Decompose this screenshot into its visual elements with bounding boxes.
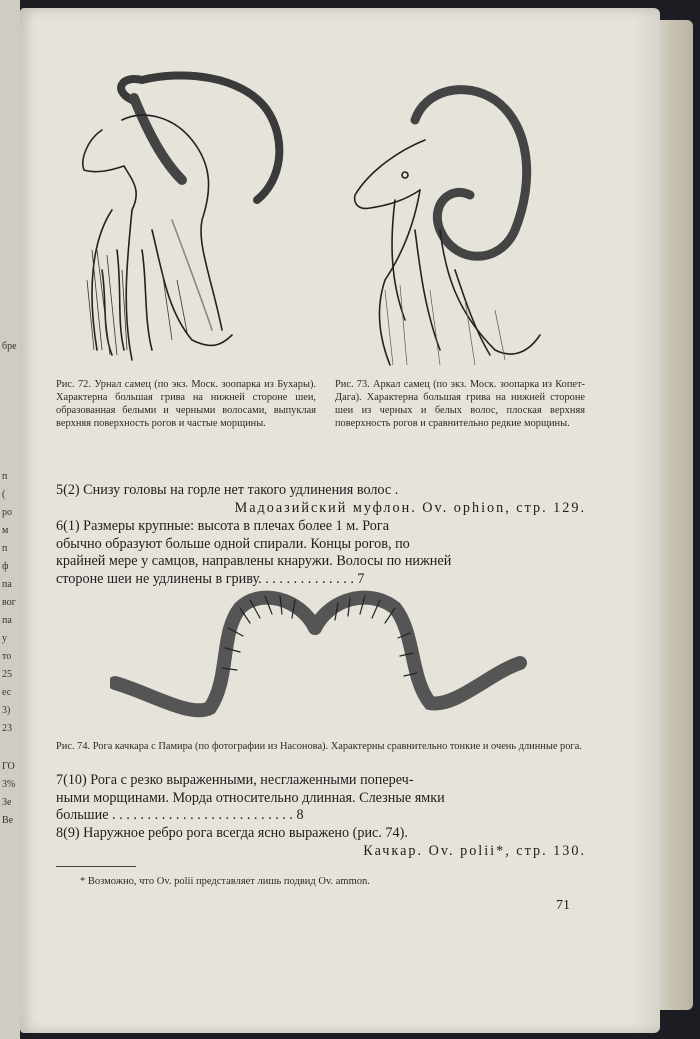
- key-6-line-3: крайней мере у самцов, направлены кнаружи. Волосы по нижней: [56, 553, 452, 569]
- key-8-line-1: 8(9) Наружное ребро рога всегда ясно выражено (рис. 74).: [56, 825, 408, 841]
- left-fragment: вог: [2, 597, 16, 608]
- left-fragment: то: [2, 651, 12, 662]
- left-fragment: ро: [2, 507, 12, 518]
- left-fragment: м: [2, 525, 9, 536]
- key-7-line-1: 7(10) Рога с резко выраженными, несглаженными попереч-: [56, 772, 414, 788]
- left-fragment: у: [2, 633, 7, 644]
- key-6-line-2: обычно образуют больше одной спирали. Концы рогов, по: [56, 535, 410, 552]
- left-fragment: 3): [2, 705, 11, 716]
- left-fragment: ГО: [2, 761, 15, 772]
- figure-72-caption: Рис. 72. Урнал самец (по экз. Моск. зоопарка из Бухары). Характерна большая грива на нижней стороне шеи, образованная белыми и черными волосами, выпуклая верхняя поверхность рогов и частые морщины.: [56, 379, 316, 429]
- key-couplet-7: [56, 772, 586, 825]
- left-page-edge: [0, 0, 20, 1039]
- key-6-line-4: стороне шеи не удлинены в гриву. . . . . . . . . . . . . . 7: [56, 570, 365, 587]
- left-fragment: ес: [2, 687, 12, 698]
- key-5-line-1: 5(2) Снизу головы на горле нет такого удлинения волос .: [56, 482, 399, 498]
- left-fragment: Ве: [2, 815, 14, 826]
- page-number: 71: [556, 898, 570, 913]
- left-fragment: бре: [2, 341, 17, 352]
- page-edge: [655, 20, 693, 1010]
- key-couplet-8: [56, 825, 586, 860]
- kachkar-horns-illustration: [110, 588, 530, 733]
- key-7-line-3: большие . . . . . . . . . . . . . . . . . . . . . . . . . . 8: [56, 807, 304, 823]
- left-fragment: па: [2, 579, 12, 590]
- left-fragment: 3%: [2, 779, 16, 790]
- urial-illustration: [72, 70, 292, 370]
- left-fragment: (: [2, 489, 6, 500]
- left-fragment: 25: [2, 669, 12, 680]
- figure-73-caption: Рис. 73. Аркал самец (по экз. Моск. зоопарка из Копет-Дага). Характерна большая грива на нижней стороне шеи из черных и белых волос, плоская верхняя поверхность рогов и сравнительно редкие морщины.: [335, 379, 585, 429]
- key-7-line-2: ными морщинами. Морда относительно длинная. Слезные ямки: [56, 789, 445, 806]
- key-couplet-6: [56, 518, 586, 588]
- footnote-rule: [56, 866, 136, 867]
- left-fragment: ф: [2, 561, 9, 572]
- left-fragment: п: [2, 471, 8, 482]
- key-5-line-2: Мадоазийский муфлон. Ov. ophion, стр. 129.: [234, 499, 586, 516]
- footnote: * Возможно, что Ov. polii представляет лишь подвид Ov. ammon.: [80, 876, 370, 887]
- left-fragment: 23: [2, 723, 12, 734]
- left-fragment: 3е: [2, 797, 12, 808]
- key-couplet-5: [56, 482, 586, 517]
- key-8-line-2: Качкар. Ov. polii*, стр. 130.: [363, 842, 586, 859]
- left-fragment: па: [2, 615, 12, 626]
- key-6-line-1: 6(1) Размеры крупные: высота в плечах более 1 м. Рога: [56, 518, 390, 534]
- figure-74-caption: Рис. 74. Рога качкара с Памира (по фотографии из Насонова). Характерны сравнительно тонкие и очень длинные рога.: [56, 741, 582, 752]
- left-fragment: п: [2, 543, 8, 554]
- arkal-illustration: [345, 80, 555, 370]
